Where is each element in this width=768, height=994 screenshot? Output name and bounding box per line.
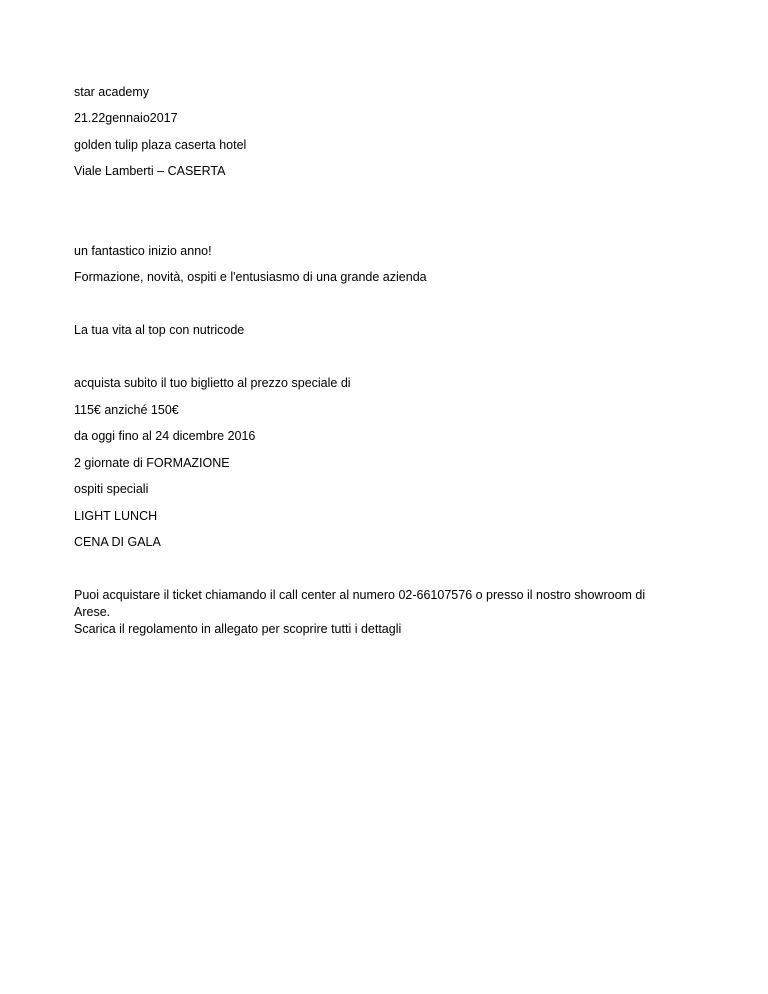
offer-price: 115€ anziché 150€ <box>74 403 179 417</box>
slogan: La tua vita al top con nutricode <box>74 323 245 337</box>
regulation-note: Scarica il regolamento in allegato per scoprire tutti i dettagli <box>74 622 402 636</box>
event-address: Viale Lamberti – CASERTA <box>74 164 226 178</box>
offer-call-to-action: acquista subito il tuo biglietto al prezzo speciale di <box>74 376 351 390</box>
event-name: star academy <box>74 85 150 99</box>
feature-item: LIGHT LUNCH <box>74 509 158 523</box>
intro-description: Formazione, novità, ospiti e l'entusiasmo di una grande azienda <box>74 270 427 284</box>
feature-item: 2 giornate di FORMAZIONE <box>74 456 230 470</box>
feature-item: CENA DI GALA <box>74 535 161 549</box>
event-dates: 21.22gennaio2017 <box>74 111 178 125</box>
event-venue: golden tulip plaza caserta hotel <box>74 138 247 152</box>
offer-validity: da oggi fino al 24 dicembre 2016 <box>74 429 256 443</box>
purchase-line: Puoi acquistare il ticket chiamando il call center al numero 02-66107576 o presso il nostro showroom di <box>74 588 646 602</box>
intro-headline: un fantastico inizio anno! <box>74 244 212 258</box>
purchase-info <box>74 587 694 638</box>
purchase-line: Arese. <box>74 605 111 619</box>
feature-item: ospiti speciali <box>74 482 149 496</box>
